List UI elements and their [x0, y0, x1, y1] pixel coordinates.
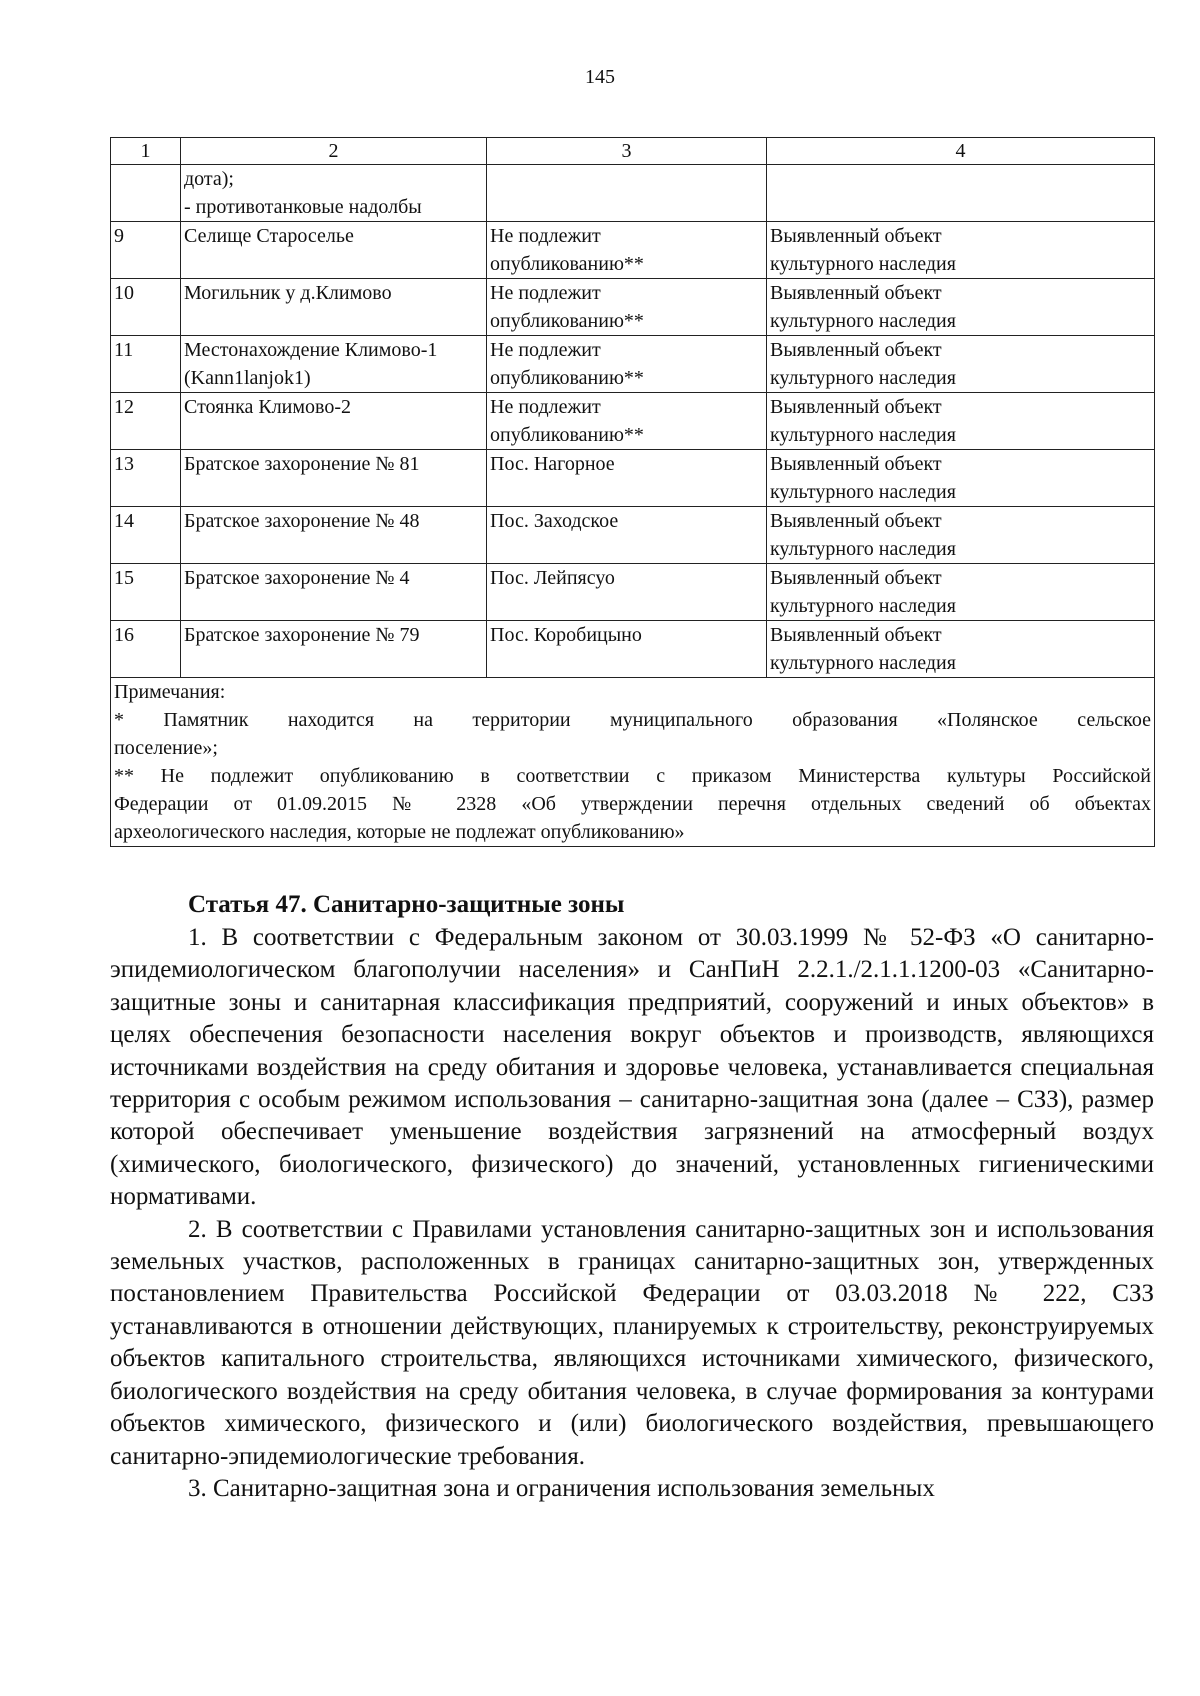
- object-name-line: Местонахождение Климово-1: [184, 339, 438, 361]
- object-name-cell: [181, 564, 487, 621]
- status-cell: [767, 279, 1155, 336]
- object-name-line: (Kann1lanjok1): [184, 367, 311, 389]
- object-name-line: Стоянка Климово-2: [184, 396, 352, 418]
- row-number-cell: 14: [111, 507, 181, 564]
- header-col-3: 3: [487, 138, 767, 165]
- notes-row: [111, 678, 1155, 847]
- status-cell: [767, 165, 1155, 222]
- status-cell: [767, 564, 1155, 621]
- object-name-cell: [181, 336, 487, 393]
- header-col-2: 2: [181, 138, 487, 165]
- status-line: Выявленный объект: [770, 453, 942, 475]
- location-cell: [487, 621, 767, 678]
- object-name-line: - противотанковые надолбы: [184, 196, 422, 218]
- location-line: опубликованию**: [490, 367, 644, 389]
- note-1-line: * Памятник находится на территории муниципального образования «Полянское сельское: [114, 709, 1151, 731]
- row-number-cell: 16: [111, 621, 181, 678]
- row-number-cell: 15: [111, 564, 181, 621]
- object-name-cell: [181, 621, 487, 678]
- table-row: [111, 507, 1155, 564]
- table-header-row: [111, 138, 1155, 165]
- location-line: Не подлежит: [490, 282, 601, 304]
- article-paragraph: 1. В соответствии с Федеральным законом от 30.03.1999 № 52-ФЗ «О санитарно-эпидемиологическом благополучии населения» и СанПиН 2.2.1./2.1.1.1200-03 «Санитарно-защитные зоны и санитарная классификация предприятий, сооружений и иных объектов» в целях обеспечения безопасности населения вокруг объектов и производств, являющихся источниками воздействия на среду обитания и здоровье человека, устанавливается специальная территория с особым режимом использования – санитарно-защитная зона (далее – СЗЗ), размер которой обеспечивает уменьшение воздействия загрязнений на атмосферный воздух (химического, биологического, физического) до значений, установленных гигиеническими нормативами.: [110, 924, 1154, 1211]
- row-number-cell: [111, 165, 181, 222]
- status-line: культурного наследия: [770, 538, 956, 560]
- table-row: [111, 564, 1155, 621]
- article-title: Статья 47. Санитарно-защитные зоны: [188, 891, 625, 918]
- object-name-cell: [181, 165, 487, 222]
- status-line: Выявленный объект: [770, 624, 942, 646]
- location-line: Пос. Нагорное: [490, 453, 615, 475]
- status-line: культурного наследия: [770, 253, 956, 275]
- status-cell: [767, 222, 1155, 279]
- note-2-line: ** Не подлежит опубликованию в соответствии с приказом Министерства культуры Российской: [114, 765, 1151, 787]
- object-name-line: Селище Староселье: [184, 225, 354, 247]
- table-row: [111, 450, 1155, 507]
- status-cell: [767, 621, 1155, 678]
- status-line: культурного наследия: [770, 424, 956, 446]
- status-line: культурного наследия: [770, 367, 956, 389]
- table-row: [111, 222, 1155, 279]
- notes-cell: [111, 678, 1155, 847]
- location-cell: [487, 222, 767, 279]
- status-line: Выявленный объект: [770, 396, 942, 418]
- row-number-cell: 9: [111, 222, 181, 279]
- table-row: [111, 621, 1155, 678]
- status-line: культурного наследия: [770, 310, 956, 332]
- object-name-cell: [181, 393, 487, 450]
- status-cell: [767, 393, 1155, 450]
- status-line: культурного наследия: [770, 481, 956, 503]
- location-cell: [487, 336, 767, 393]
- row-number-cell: 10: [111, 279, 181, 336]
- row-number-cell: 13: [111, 450, 181, 507]
- note-2-line: Федерации от 01.09.2015 № 2328 «Об утверждении перечня отдельных сведений об объектах: [114, 793, 1151, 815]
- location-line: опубликованию**: [490, 310, 644, 332]
- location-cell: [487, 279, 767, 336]
- row-number-cell: 11: [111, 336, 181, 393]
- heritage-objects-table: [110, 137, 1155, 847]
- table-row: [111, 165, 1155, 222]
- location-line: Не подлежит: [490, 396, 601, 418]
- table-row: [111, 393, 1155, 450]
- status-line: Выявленный объект: [770, 339, 942, 361]
- object-name-line: Могильник у д.Климово: [184, 282, 392, 304]
- status-cell: [767, 507, 1155, 564]
- object-name-line: Братское захоронение № 79: [184, 624, 420, 646]
- notes-title: Примечания:: [114, 681, 226, 703]
- status-line: Выявленный объект: [770, 510, 942, 532]
- location-cell: [487, 450, 767, 507]
- location-line: опубликованию**: [490, 424, 644, 446]
- location-line: Пос. Лейпясуо: [490, 567, 615, 589]
- table-body: [111, 165, 1155, 678]
- location-line: опубликованию**: [490, 253, 644, 275]
- object-name-line: дота);: [184, 168, 234, 190]
- table-row: [111, 336, 1155, 393]
- location-line: Не подлежит: [490, 225, 601, 247]
- table-row: [111, 279, 1155, 336]
- status-line: Выявленный объект: [770, 225, 942, 247]
- object-name-line: Братское захоронение № 4: [184, 567, 410, 589]
- location-line: Пос. Заходское: [490, 510, 619, 532]
- location-cell: [487, 165, 767, 222]
- status-line: Выявленный объект: [770, 282, 942, 304]
- status-line: культурного наследия: [770, 595, 956, 617]
- row-number-cell: 12: [111, 393, 181, 450]
- location-line: Не подлежит: [490, 339, 601, 361]
- object-name-cell: [181, 279, 487, 336]
- article-paragraph: 2. В соответствии с Правилами установления санитарно-защитных зон и использования земельных участков, расположенных в границах санитарно-защитных зон, утвержденных постановлением Правительства Российской Федерации от 03.03.2018 № 222, СЗЗ устанавливаются в отношении действующих, планируемых к строительству, реконструируемых объектов капитального строительства, являющихся источниками химического, физического, биологического воздействия на среду обитания человека, в случае формирования за контурами объектов химического, физического и (или) биологического воздействия, превышающего санитарно-эпидемиологические требования.: [110, 1215, 1154, 1470]
- page-number: 145: [585, 66, 615, 88]
- location-cell: [487, 507, 767, 564]
- object-name-line: Братское захоронение № 48: [184, 510, 420, 532]
- header-col-4: 4: [767, 138, 1155, 165]
- status-line: Выявленный объект: [770, 567, 942, 589]
- location-line: Пос. Коробицыно: [490, 624, 642, 646]
- article-47: [110, 888, 1154, 1505]
- object-name-cell: [181, 450, 487, 507]
- location-cell: [487, 393, 767, 450]
- note-2-line: археологического наследия, которые не подлежат опубликованию»: [114, 821, 685, 843]
- header-col-1: 1: [111, 138, 181, 165]
- location-cell: [487, 564, 767, 621]
- status-line: культурного наследия: [770, 652, 956, 674]
- object-name-cell: [181, 222, 487, 279]
- object-name-cell: [181, 507, 487, 564]
- object-name-line: Братское захоронение № 81: [184, 453, 420, 475]
- article-paragraph: 3. Санитарно-защитная зона и ограничения использования земельных: [188, 1474, 935, 1502]
- status-cell: [767, 450, 1155, 507]
- note-1-line: поселение»;: [114, 737, 218, 759]
- status-cell: [767, 336, 1155, 393]
